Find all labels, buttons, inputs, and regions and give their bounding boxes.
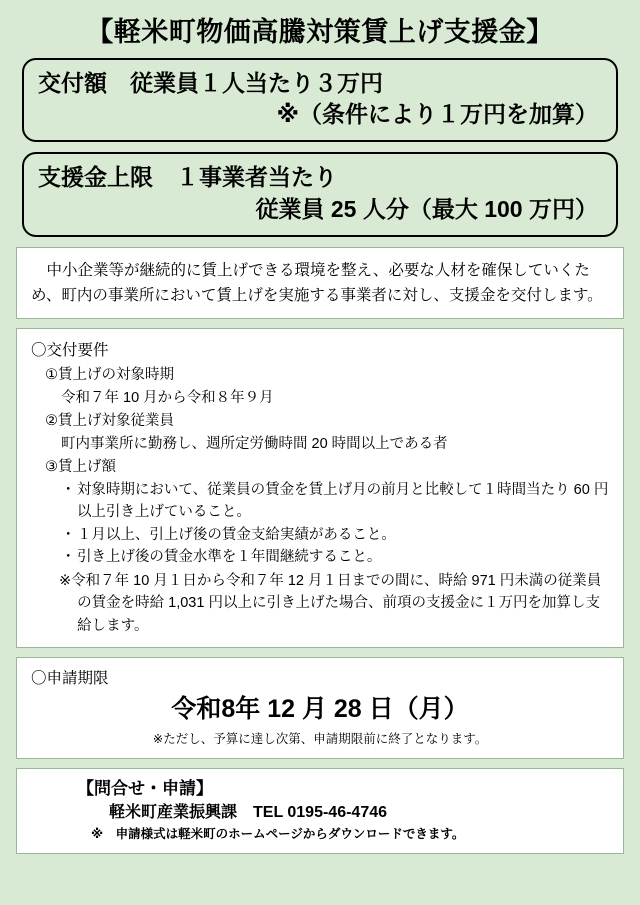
requirement-bullet-1-text: 対象時期において、従業員の賃金を賃上げ月の前月と比較して１時間当たり 60 円以上引き上げていること。	[76, 482, 609, 521]
intro-box	[16, 247, 624, 319]
bullet-dot-icon: ・	[61, 549, 76, 566]
requirement-item-1-label: ①賃上げの対象時期	[45, 366, 174, 383]
requirement-item-2-detail: 町内事業所に勤務し、週所定労働時間 20 時間以上である者	[61, 435, 448, 452]
contact-phone-line: 軽米町産業振興課 TEL 0195-46-4746	[109, 803, 388, 821]
page-title: 【軽米町物価高騰対策賃上げ支援金】	[86, 17, 554, 47]
deadline-heading: 〇申請期限	[31, 670, 109, 688]
deadline-date: 令和8年 12 月 28 日（月）	[171, 695, 469, 724]
requirement-bullet-1	[61, 479, 609, 524]
requirement-item-1-detail: 令和７年 10 月から令和８年９月	[61, 389, 274, 406]
grant-amount-box	[22, 58, 618, 142]
bullet-dot-icon: ・	[61, 482, 76, 498]
requirement-bullet-3	[61, 546, 609, 568]
requirement-bullet-3-text: 引き上げ後の賃金水準を１年間継続すること。	[76, 549, 382, 566]
contact-box	[16, 768, 624, 855]
requirement-item-3-label: ③賃上げ額	[45, 459, 116, 476]
grant-limit-line2: 従業員 25 人分（最大 100 万円）	[255, 195, 598, 222]
contact-note: ※ 申請様式は軽米町のホームページからダウンロードできます。	[91, 826, 465, 841]
contact-heading: 【問合せ・申請】	[77, 778, 213, 798]
requirements-note: ※令和７年 10 月１日から令和７年 12 月１日までの間に、時給 971 円未満の従業員の賃金を時給 1,031 円以上に引き上げた場合、前項の支援金に１万円を加算し支給します。	[59, 572, 602, 634]
requirement-bullet-2-text: １月以上、引上げ後の賃金支給実績があること。	[76, 526, 396, 543]
requirement-item-2-label: ②賃上げ対象従業員	[45, 413, 174, 430]
grant-limit-line1: 支援金上限 １事業者当たり	[38, 164, 337, 191]
deadline-box	[16, 657, 624, 759]
grant-amount-line2: ※（条件により１万円を加算）	[276, 101, 598, 128]
requirements-heading: 〇交付要件	[31, 341, 109, 359]
intro-text: 中小企業等が継続的に賃上げできる環境を整え、必要な人材を確保していくため、町内の事業所において賃上げを実施する事業者に対し、支援金を交付します。	[31, 261, 603, 304]
requirements-box	[16, 328, 624, 648]
grant-amount-line1: 交付額 従業員１人当たり３万円	[38, 70, 383, 97]
bullet-dot-icon: ・	[61, 526, 76, 543]
deadline-note: ※ただし、予算に達し次第、申請期限前に終了となります。	[152, 731, 488, 746]
requirement-bullet-2	[61, 524, 609, 546]
grant-limit-box	[22, 152, 618, 236]
